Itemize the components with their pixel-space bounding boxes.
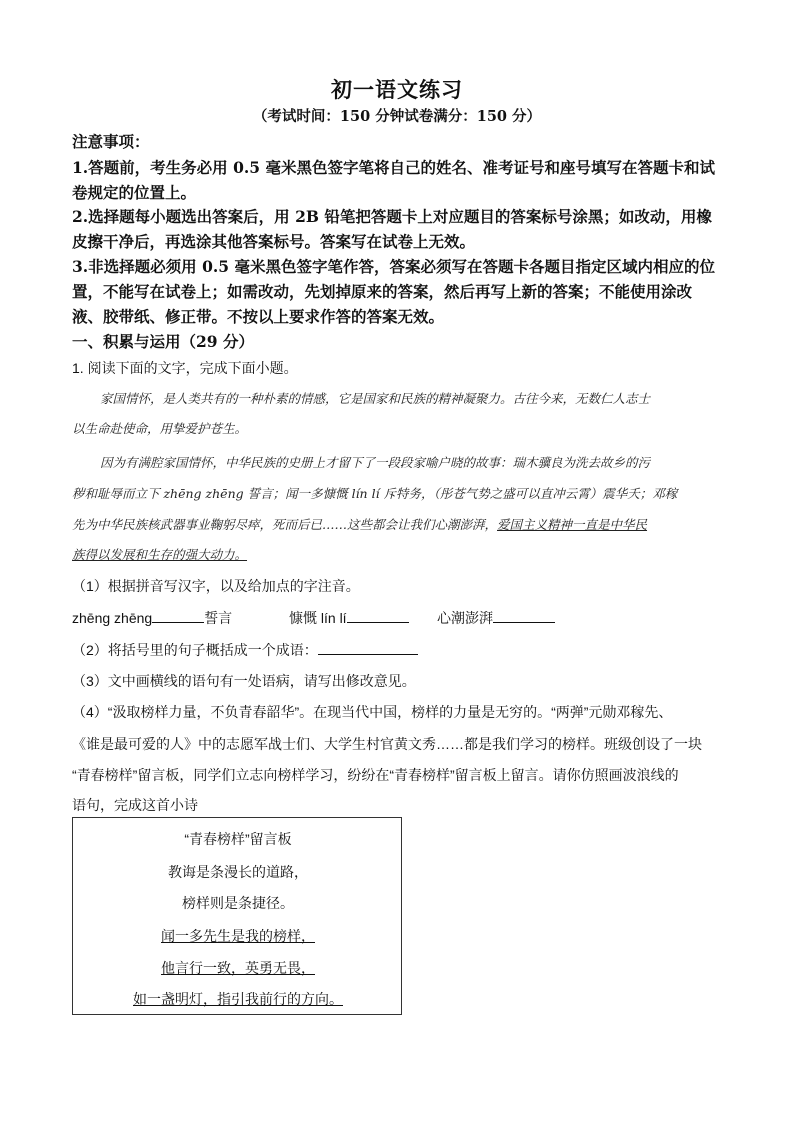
board-line-wavy: 如一盏明灯，指引我前行的方向。 [133,991,343,1007]
board-title: “青春榜样”留言板 [184,831,292,847]
answer-blank[interactable] [318,640,418,655]
notice-line: 卷规定的位置上。 [72,183,197,202]
passage-text: 先为中华民族核武器事业鞠躬尽瘁，死而后已……这些都会让我们心潮澎湃， [72,517,498,532]
sub-question-3: （3）文中画横线的语句有一处语病，请写出修改意见。 [72,673,416,689]
section-heading: 一、积累与运用（29 分） [72,332,254,351]
underlined-sentence: 族得以发展和生存的强大动力。 [72,547,248,562]
sub-question-2: （2）将括号里的句子概括成一个成语： [72,640,418,660]
answer-blank[interactable] [347,608,409,623]
pinyin-item-2: 慷慨 lín lí [289,608,409,628]
answer-blank[interactable] [493,608,555,623]
notice-heading: 注意事项： [72,132,150,151]
exam-title: 初一语文练习 [331,77,463,102]
notice-line: 置，不能写在试卷上；如需改动，先划掉原来的答案，然后再写上新的答案；不能使用涂改 [72,282,693,301]
passage-line: 家国情怀，是人类共有的一种朴素的情感，它是国家和民族的精神凝聚力。古往今来，无数仁人志士 [100,391,651,406]
passage-line: 因为有满腔家国情怀，中华民族的史册上才留下了一段段家喻户晓的故事：瑞木骥良为洗去故乡的污 [100,455,651,470]
pinyin-item-3: 心潮澎湃 [437,608,555,628]
board-line: 榜样则是条捷径。 [182,895,294,911]
notice-line: 2.选择题每小题选出答案后，用 2B 铅笔把答题卡上对应题目的答案标号涂黑；如改动，用橡 [72,207,712,226]
passage-line: 以生命赴使命，用挚爱护苍生。 [72,421,248,436]
notice-line: 皮擦干净后，再选涂其他答案标号。答案写在试卷上无效。 [72,232,476,251]
question-prompt: 1. 阅读下面的文字，完成下面小题。 [72,360,298,376]
notice-line: 1.答题前，考生务必用 0.5 毫米黑色签字笔将自己的姓名、准考证号和座号填写在答题卡和试 [72,158,715,177]
notice-line: 液、胶带纸、修正带。不按以上要求作答的答案无效。 [72,307,445,326]
sub-question-4: 《谁是最可爱的人》中的志愿军战士们、大学生村官黄文秀……都是我们学习的榜样。班级创设了一块 [72,736,702,752]
board-line: 教诲是条漫长的道路， [168,864,308,880]
board-line-wavy: 他言行一致，英勇无畏， [161,960,315,976]
passage-line [72,515,647,533]
sub-question-4: “青春榜样”留言板，同学们立志向榜样学习，纷纷在“青春榜样”留言板上留言。请你仿照画波浪线的 [72,767,679,783]
sub-question-4: 语句，完成这首小诗 [72,797,198,813]
message-board-box [72,817,402,1015]
sub-question-1: （1）根据拼音写汉字，以及给加点的字注音。 [72,578,360,594]
answer-blank[interactable] [152,608,204,623]
pinyin-item-1: zhēng zhēng 誓言 [72,610,233,626]
sub-question-4: （4）“汲取榜样力量，不负青春韶华”。在现当代中国，榜样的力量是无穷的。“两弹”元勋邓稼先、 [72,704,673,720]
passage-line: 秽和耻辱而立下 zhēng zhēng 誓言；闻一多慷慨 lín lí 斥特务，（彤苍气势之盛可以直冲云霄）震华夭；邓稼 [72,486,678,501]
board-line-wavy: 闻一多先生是我的榜样， [161,928,315,944]
underlined-sentence: 爱国主义精神一直是中华民 [497,517,648,532]
exam-subtitle: （考试时间：150 分钟试卷满分：150 分） [252,108,542,125]
notice-line: 3.非选择题必须用 0.5 毫米黑色签字笔作答，答案必须写在答题卡各题目指定区域内相应的位 [72,257,715,276]
